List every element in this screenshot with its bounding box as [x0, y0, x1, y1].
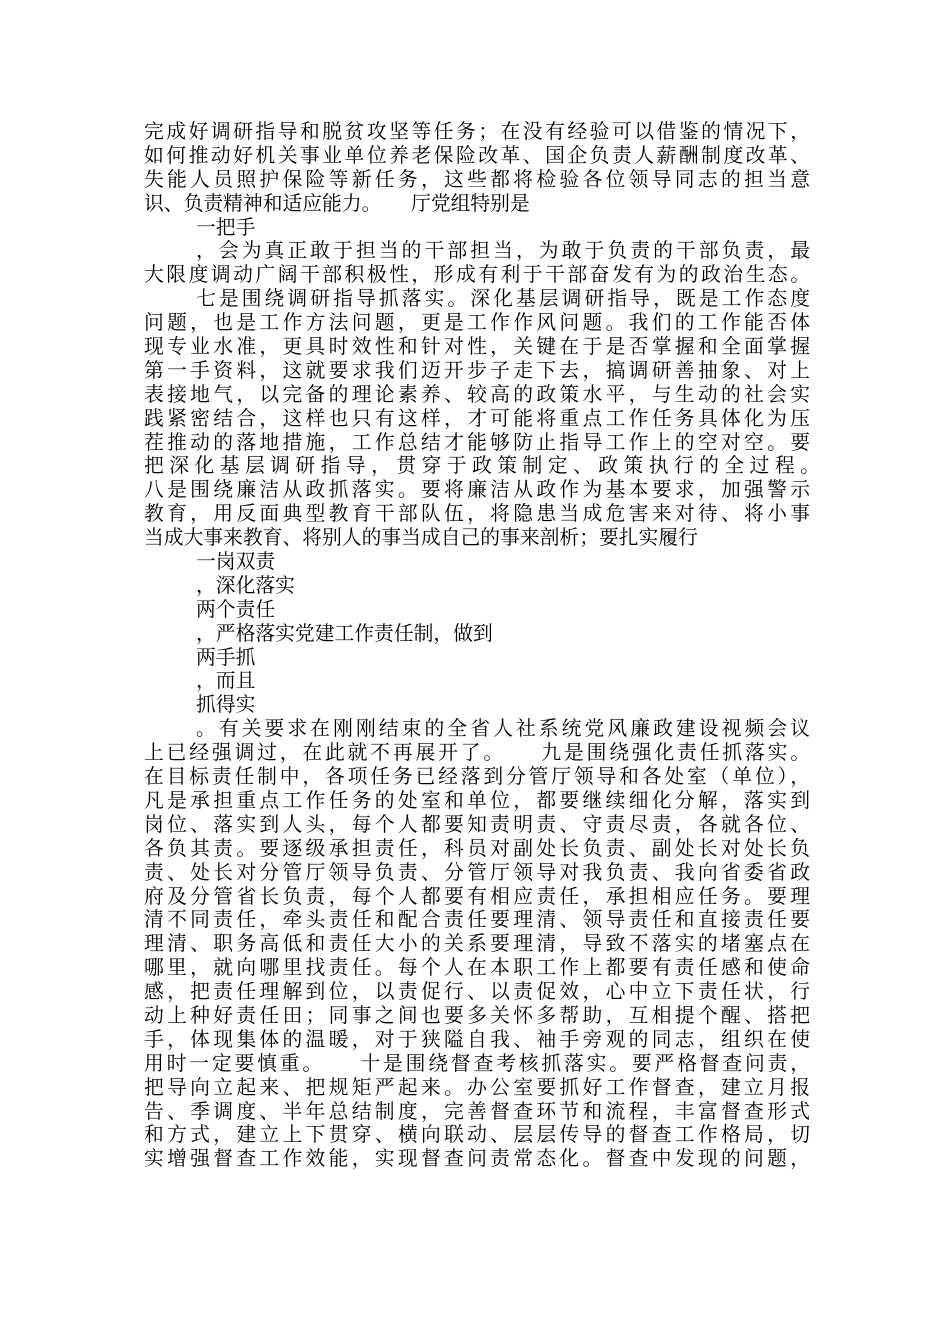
text-line: 府及分管省长负责，每个人都要有相应责任，承担相应任务。要理: [144, 884, 810, 908]
text-line: 理清、职务高低和责任大小的关系要理清，导致不落实的堵塞点在: [144, 932, 810, 956]
text-line: 把导向立起来、把规矩严起来。办公室要抓好工作督查，建立月报: [144, 1075, 810, 1099]
text-line: 清不同责任，牵头责任和配合责任要理清、领导责任和直接责任要: [144, 908, 810, 932]
text-line: 岗位、落实到人头，每个人都要知责明责、守责尽责，各就各位、: [144, 812, 810, 836]
text-line: 完成好调研指导和脱贫攻坚等任务；在没有经验可以借鉴的情况下，: [144, 120, 810, 143]
text-line: 识、负责精神和适应能力。 厅党组特别是: [144, 191, 530, 215]
text-line: 现专业水准，更具时效性和针对性，关键在于是否掌握和全面掌握: [144, 335, 810, 359]
text-line: 如何推动好机关事业单位养老保险改革、国企负责人薪酬制度改革、: [144, 143, 810, 167]
text-line: 。有关要求在刚刚结束的全省人社系统党风廉政建设视频会议: [196, 717, 810, 741]
text-line: 手，体现集体的温暖，对于狭隘自我、袖手旁观的同志，组织在使: [144, 1027, 810, 1051]
text-line: 七是围绕调研指导抓落实。深化基层调研指导，既是工作态度: [196, 287, 810, 311]
text-line: 动上种好责任田；同事之间也要多关怀多帮助，互相提个醒、搭把: [144, 1003, 810, 1027]
text-line: 用时一定要慎重。 十是围绕督查考核抓落实。要严格督查问责，: [144, 1051, 810, 1075]
text-line: 一把手: [196, 215, 256, 239]
text-line: 教育，用反面典型教育干部队伍，将隐患当成危害来对待、将小事: [144, 502, 810, 526]
text-line: 表接地气，以完备的理论素养、较高的政策水平，与生动的社会实: [144, 382, 810, 406]
text-line: 实增强督查工作效能，实现督查问责常态化。督查中发现的问题，: [144, 1147, 810, 1171]
text-line: 责、处长对分管厅领导负责、分管厅领导对我负责、我向省委省政: [144, 860, 810, 884]
text-line: 上已经强调过，在此就不再展开了。 九是围绕强化责任抓落实。: [144, 741, 810, 765]
text-line: 两个责任: [196, 597, 276, 621]
text-line: ，严格落实党建工作责任制，做到: [196, 621, 493, 645]
text-line: 在目标责任制中，各项任务已经落到分管厅领导和各处室（单位），: [144, 765, 810, 789]
text-line: 和方式，建立上下贯穿、横向联动、层层传导的督查工作格局，切: [144, 1123, 810, 1147]
text-line: 各负其责。要逐级承担责任，科员对副处长负责、副处长对处长负: [144, 836, 810, 860]
text-line: 凡是承担重点工作任务的处室和单位，都要继续细化分解，落实到: [144, 788, 810, 812]
text-line: 把深化基层调研指导，贯穿于政策制定、政策执行的全过程。: [144, 454, 850, 478]
text-line: 两手抓: [196, 645, 256, 669]
text-line: 第一手资料，这就要求我们迈开步子走下去，搞调研善抽象、对上: [144, 358, 810, 382]
text-line: 感，把责任理解到位，以责促行、以责促效，心中立下责任状，行: [144, 980, 810, 1004]
text-line: 失能人员照护保险等新任务，这些都将检验各位领导同志的担当意: [144, 167, 810, 191]
text-line: 告、季调度、半年总结制度，完善督查环节和流程，丰富督查形式: [144, 1099, 810, 1123]
document-page: [144, 120, 850, 1171]
text-line: 一岗双责: [196, 550, 276, 574]
text-line: 当成大事来教育、将别人的事当成自己的事来剖析；要扎实履行: [144, 526, 698, 550]
text-line: 践紧密结合，这样也只有这样，才可能将重点工作任务具体化为压: [144, 406, 810, 430]
document-body: [144, 120, 850, 1171]
text-line: 茬推动的落地措施，工作总结才能够防止指导工作上的空对空。要: [144, 430, 810, 454]
text-line: ，深化落实: [196, 573, 295, 597]
text-line: ，会为真正敢于担当的干部担当，为敢于负责的干部负责，最: [196, 239, 810, 263]
text-line: 八是围绕廉洁从政抓落实。要将廉洁从政作为基本要求，加强警示: [144, 478, 810, 502]
text-line: 大限度调动广阔干部积极性，形成有利于干部奋发有为的政治生态。: [144, 263, 810, 287]
text-line: 哪里，就向哪里找责任。每个人在本职工作上都要有责任感和使命: [144, 956, 810, 980]
text-line: ，而且: [196, 669, 256, 693]
text-line: 抓得实: [196, 693, 256, 717]
text-line: 问题，也是工作方法问题，更是工作作风问题。我们的工作能否体: [144, 311, 810, 335]
